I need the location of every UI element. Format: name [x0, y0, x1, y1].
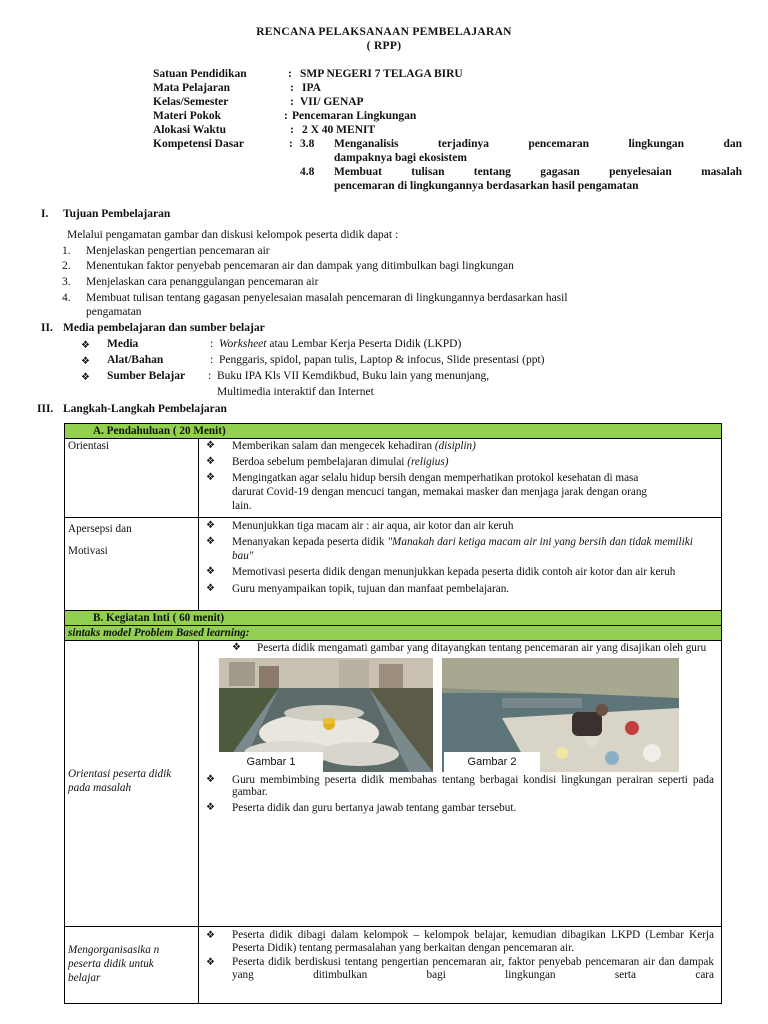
diamond-bullet-icon: ❖ — [81, 340, 90, 351]
list-item-cont: pengamatan — [86, 306, 142, 318]
part-b-header: B. Kegiatan Inti ( 60 menit) — [65, 611, 722, 626]
media-value-italic: Worksheet — [219, 338, 267, 350]
list-number: 2. — [62, 260, 71, 272]
media-sep: : — [208, 370, 212, 382]
orientasi-cell — [199, 439, 722, 518]
section-number: II. — [41, 322, 53, 334]
table-row — [65, 518, 722, 611]
media-label: Sumber Belajar — [107, 370, 186, 382]
identity-label: Alokasi Waktu — [153, 124, 226, 136]
section-intro: Melalui pengamatan gambar dan diskusi kelompok peserta didik dapat : — [67, 229, 399, 241]
list-item — [202, 956, 718, 982]
diamond-bullet-icon: ❖ — [232, 642, 241, 653]
diamond-bullet-icon: ❖ — [206, 456, 215, 467]
table-row — [65, 927, 722, 1004]
item-italic: (religius) — [407, 456, 449, 468]
section-number: III. — [37, 403, 54, 415]
list-item — [202, 641, 718, 655]
orientasi-masalah-cell — [199, 641, 722, 927]
sintaks-header: sintaks model Problem Based learning: — [65, 626, 722, 641]
media-value: Buku IPA Kls VII Kemdikbud, Buku lain yang menunjang, — [217, 370, 490, 382]
list-item: Menentukan faktor penyebab pencemaran air dan dampak yang ditimbulkan bagi lingkungan — [86, 260, 514, 272]
image-caption: Gambar 2 — [444, 752, 540, 772]
list-number: 3. — [62, 276, 71, 288]
table-row — [65, 611, 722, 626]
list-item — [202, 455, 718, 469]
table-row — [65, 424, 722, 439]
list-item — [202, 519, 718, 533]
list-item — [202, 774, 718, 798]
table-row — [65, 439, 722, 518]
steps-table — [64, 423, 722, 1004]
diamond-bullet-icon: ❖ — [81, 356, 90, 367]
identity-sep: : — [288, 68, 292, 80]
identity-label: Kompetensi Dasar — [153, 138, 245, 150]
identity-value: Pencemaran Lingkungan — [292, 110, 417, 122]
row-label — [65, 518, 199, 611]
diamond-bullet-icon: ❖ — [206, 774, 215, 785]
table-row — [65, 626, 722, 641]
list-item — [202, 535, 718, 563]
item-text: Menunjukkan tiga macam air : air aqua, air kotor dan air keruh — [232, 520, 514, 532]
diamond-bullet-icon: ❖ — [206, 583, 215, 594]
diamond-bullet-icon: ❖ — [206, 957, 215, 968]
part-a-header: A. Pendahuluan ( 20 Menit) — [65, 424, 722, 439]
mengorganisasi-cell — [199, 927, 722, 1004]
media-sep: : — [210, 354, 214, 366]
item-text: Peserta didik dibagi dalam kelompok – kelompok belajar, kemudian dibagikan LKPD (Lembar Kerja Peserta Didik) tentang permasalahan yang berkaitan dengan pencemaran air. — [232, 929, 714, 954]
item-text: Peserta didik mengamati gambar yang ditayangkan tentang pencemaran air yang disajikan oleh guru — [257, 642, 707, 654]
image-row — [202, 655, 718, 773]
identity-sep: : — [290, 124, 294, 136]
identity-sep: : — [284, 110, 288, 122]
diamond-bullet-icon: ❖ — [81, 372, 90, 383]
identity-value: SMP NEGERI 7 TELAGA BIRU — [300, 68, 463, 80]
diamond-bullet-icon: ❖ — [206, 472, 215, 483]
media-sep: : — [210, 338, 214, 350]
media-value-cont: Multimedia interaktif dan Internet — [217, 386, 374, 398]
kd-text: Menganalisis terjadinya pencemaran lingkungan dan — [334, 138, 742, 150]
media-value — [219, 338, 461, 350]
item-text: Memberikan salam dan mengecek kehadiran — [232, 440, 435, 452]
item-text: Guru menyampaikan topik, tujuan dan manfaat pembelajaran. — [232, 583, 510, 595]
kd-text-cont: pencemaran di lingkungannya berdasarkan hasil pengamatan — [334, 180, 639, 192]
item-text: Peserta didik berdiskusi tentang pengertian pencemaran air, faktor penyebab pencemaran air dan dampak yang ditimbulkan bagi lingkungan serta cara — [232, 956, 714, 981]
list-number: 4. — [62, 292, 71, 304]
list-item: Membuat tulisan tentang gagasan penyelesaian masalah pencemaran di lingkungannya berdasarkan hasil — [86, 292, 568, 304]
list-item: Menjelaskan pengertian pencemaran air — [86, 245, 270, 257]
diamond-bullet-icon: ❖ — [206, 520, 215, 531]
section-title: Tujuan Pembelajaran — [63, 208, 171, 220]
media-value-text: atau Lembar Kerja Peserta Didik (LKPD) — [266, 338, 462, 350]
media-value: Penggaris, spidol, papan tulis, Laptop & infocus, Slide presentasi (ppt) — [219, 354, 545, 366]
identity-label: Mata Pelajaran — [153, 82, 230, 94]
row-label — [65, 641, 199, 927]
apersepsi-cell — [199, 518, 722, 611]
list-item — [202, 565, 718, 579]
item-text: Berdoa sebelum pembelajaran dimulai — [232, 456, 408, 468]
diamond-bullet-icon: ❖ — [206, 802, 215, 813]
document-subtitle: ( RPP) — [366, 40, 402, 52]
section-title: Langkah-Langkah Pembelajaran — [63, 403, 227, 415]
item-text: Mengingatkan agar selalu hidup bersih dengan memperhatikan protokol kesehatan di masa darurat Covid-19 dengan mencuci tangan, memakai masker dan menjaga jarak dengan orang lain. — [232, 472, 648, 512]
row-label-line: Motivasi — [68, 545, 108, 557]
kd-number: 4.8 — [300, 166, 315, 178]
diamond-bullet-icon: ❖ — [206, 930, 215, 941]
diamond-bullet-icon: ❖ — [206, 536, 215, 547]
item-text: Memotivasi peserta didik dengan menunjukkan kepada peserta didik contoh air kotor dan air keruh — [232, 566, 676, 578]
kd-text-cont: dampaknya bagi ekosistem — [334, 152, 467, 164]
list-item — [202, 582, 718, 596]
identity-sep: : — [289, 138, 293, 150]
image-caption: Gambar 1 — [219, 752, 323, 772]
identity-value: VII/ GENAP — [300, 96, 364, 108]
row-label — [65, 927, 199, 1004]
row-label-text: Mengorganisasika n peserta didik untuk belajar — [68, 944, 160, 984]
identity-label: Satuan Pendidikan — [153, 68, 247, 80]
item-italic: "Manakah dari ketiga macam air ini yang bersih dan tidak memiliki bau" — [232, 536, 693, 562]
list-item — [202, 471, 718, 513]
section-number: I. — [41, 208, 49, 220]
section-title: Media pembelajaran dan sumber belajar — [63, 322, 265, 334]
list-item — [202, 801, 718, 815]
diamond-bullet-icon: ❖ — [206, 440, 215, 451]
item-italic: (disiplin) — [434, 440, 476, 452]
kd-number: 3.8 — [300, 138, 315, 150]
identity-label: Materi Pokok — [153, 110, 222, 122]
row-label-line: Apersepsi dan — [68, 523, 132, 535]
identity-label: Kelas/Semester — [153, 96, 229, 108]
row-label-text: Orientasi peserta didik pada masalah — [68, 767, 172, 794]
item-text: Peserta didik dan guru bertanya jawab tentang gambar tersebut. — [232, 802, 517, 814]
item-text: Guru membimbing peserta didik membahas tentang berbagai kondisi lingkungan perairan seperti pada gambar. — [232, 774, 714, 798]
document-title: RENCANA PELAKSANAAN PEMBELAJARAN — [256, 26, 512, 38]
identity-sep: : — [290, 96, 294, 108]
identity-value: 2 X 40 MENIT — [302, 124, 376, 136]
media-label: Media — [107, 338, 139, 350]
row-label: Orientasi — [65, 439, 199, 518]
list-number: 1. — [62, 245, 71, 257]
list-item: Menjelaskan cara penanggulangan pencemaran air — [86, 276, 319, 288]
diamond-bullet-icon: ❖ — [206, 566, 215, 577]
list-item — [202, 439, 718, 453]
list-item — [202, 929, 718, 955]
media-label: Alat/Bahan — [107, 354, 164, 366]
table-row — [65, 641, 722, 927]
identity-sep: : — [290, 82, 294, 94]
identity-value: IPA — [302, 82, 321, 94]
kd-text: Membuat tulisan tentang gagasan penyelesaian masalah — [334, 166, 742, 178]
item-text: Menanyakan kepada peserta didik — [232, 536, 388, 548]
